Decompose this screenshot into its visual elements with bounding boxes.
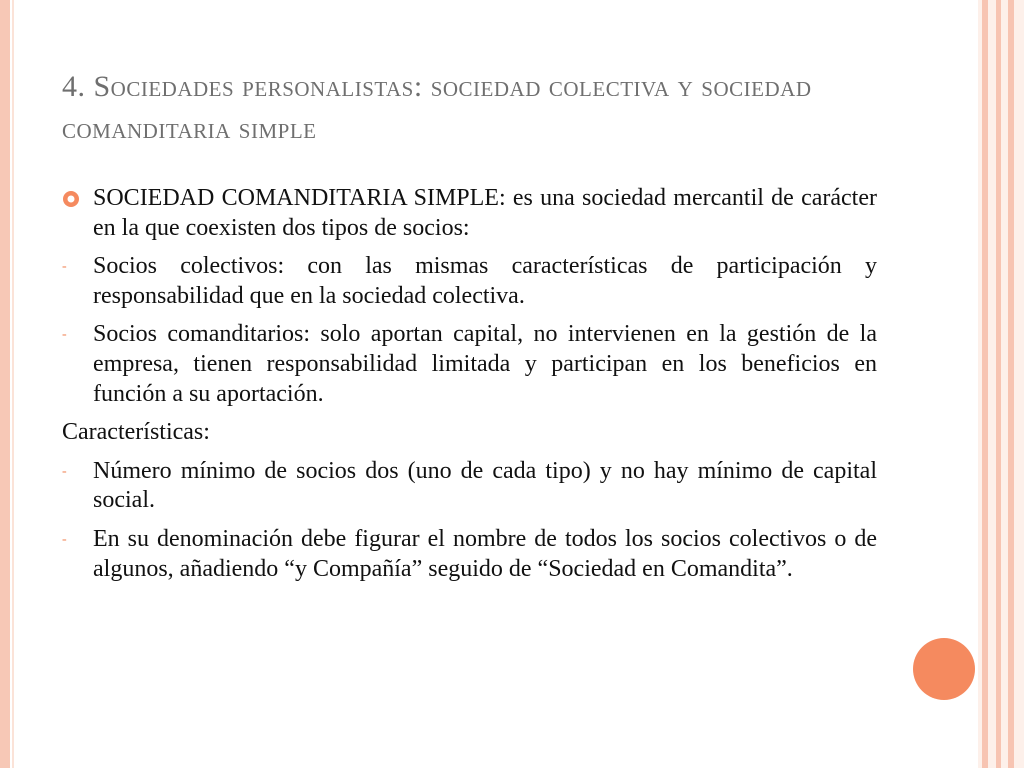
dash-marker: - xyxy=(62,531,67,547)
left-border-line xyxy=(12,0,14,768)
dash-marker: - xyxy=(62,463,67,479)
right-stripe-3 xyxy=(1008,0,1014,768)
section-heading xyxy=(62,418,877,448)
bullet-icon xyxy=(62,190,80,208)
dash-item-text: Socios comanditarios: solo aportan capital, no intervienen en la gestión de la empresa, tienen responsabilidad limitada y participan en los beneficios en función a su aportación. xyxy=(93,321,877,407)
right-stripe-1 xyxy=(982,0,988,768)
right-stripe-2 xyxy=(996,0,1001,768)
dash-item-text: Número mínimo de socios dos (uno de cada tipo) y no hay mínimo de capital social. xyxy=(93,457,877,514)
slide-content xyxy=(62,184,877,593)
dash-item xyxy=(62,525,877,584)
dash-item xyxy=(62,457,877,516)
slide-title: 4. Sociedades personalistas: sociedad colectiva y sociedad comanditaria simple xyxy=(62,70,812,145)
dash-marker: - xyxy=(62,327,67,343)
bullet-text: SOCIEDAD COMANDITARIA SIMPLE: es una sociedad mercantil de carácter en la que coexisten dos tipos de socios: xyxy=(93,185,877,241)
left-border-stripe xyxy=(0,0,10,768)
decorative-circle xyxy=(913,638,975,700)
section-heading-text: Características: xyxy=(62,419,210,446)
right-decoration xyxy=(978,0,1024,768)
dash-item xyxy=(62,320,877,409)
dash-item-text: En su denominación debe figurar el nombre de todos los socios colectivos o de algunos, añadiendo “y Compañía” seguido de “Sociedad en Comandita”. xyxy=(93,525,877,582)
dash-item xyxy=(62,252,877,311)
bullet-item xyxy=(62,184,877,243)
dash-item-text: Socios colectivos: con las mismas características de participación y responsabilidad que en la sociedad colectiva. xyxy=(93,253,877,309)
dash-marker: - xyxy=(62,259,67,275)
